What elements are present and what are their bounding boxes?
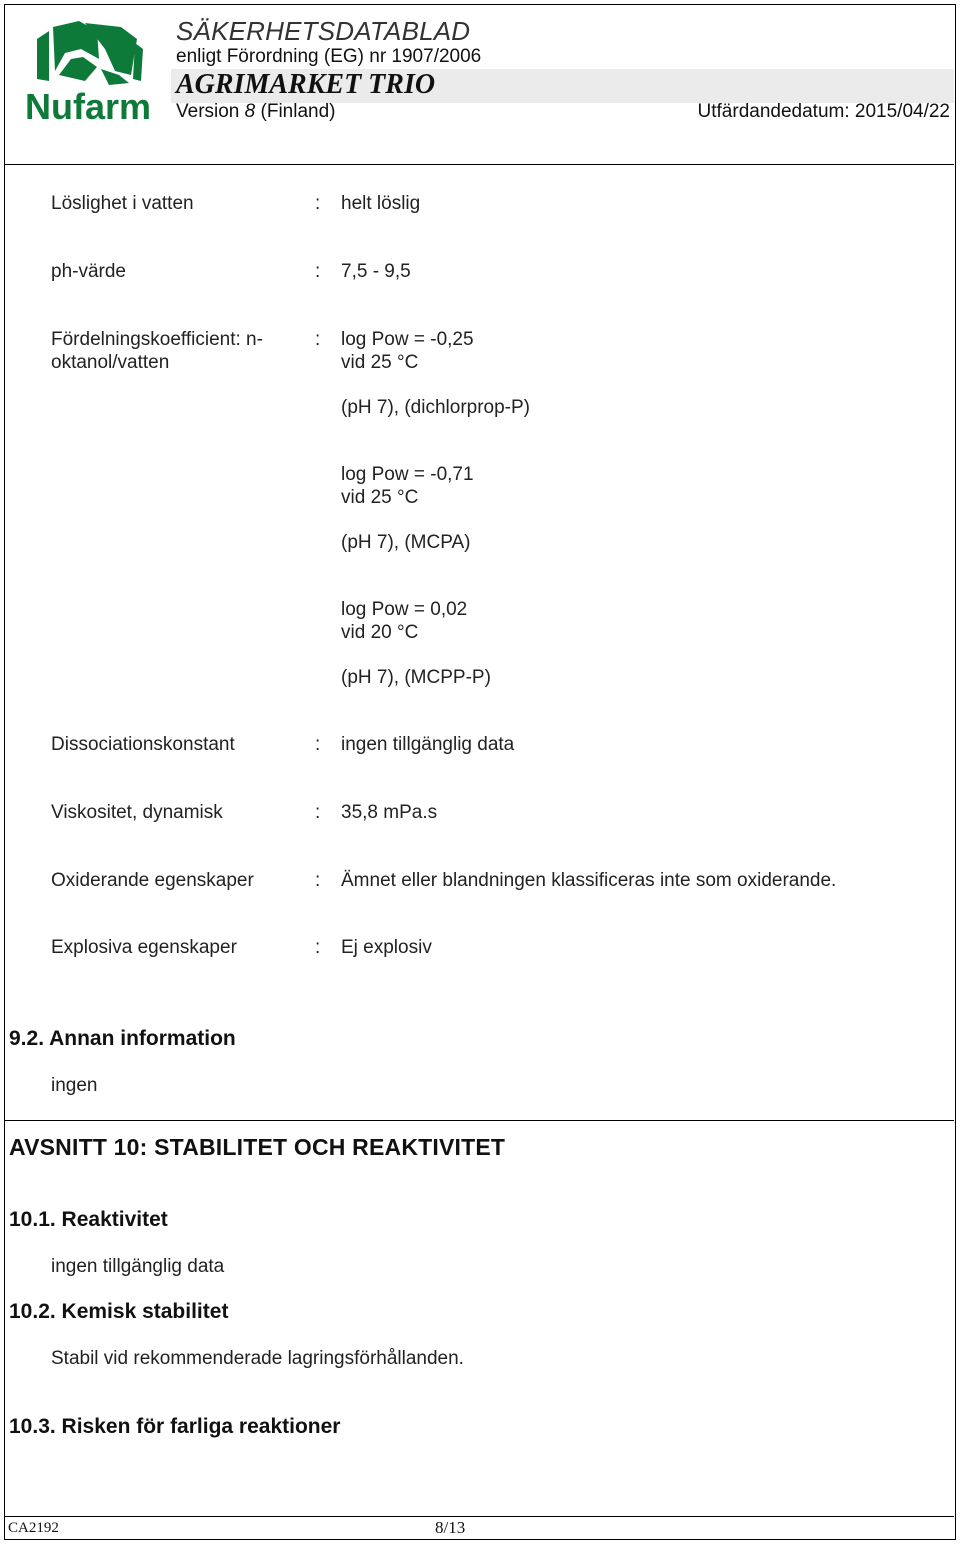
property-label-partition-2: oktanol/vatten — [51, 352, 170, 373]
property-colon: : — [315, 802, 321, 823]
property-value-solubility: helt löslig — [341, 193, 421, 214]
property-label-solubility: Löslighet i vatten — [51, 193, 194, 214]
other-info-heading: 9.2. Annan information — [9, 1027, 236, 1050]
property-value-explosive: Ej explosiv — [341, 937, 432, 958]
property-colon: : — [315, 734, 321, 755]
hazardous-reactions-heading: 10.3. Risken för farliga reaktioner — [9, 1415, 341, 1438]
footer-page-number: 8/13 — [435, 1518, 466, 1537]
partition-value-line: log Pow = -0,71 — [341, 464, 474, 485]
property-value-dissociation: ingen tillgänglig data — [341, 734, 515, 755]
version-line — [176, 101, 336, 123]
property-label-viscosity: Viskositet, dynamisk — [51, 802, 223, 823]
property-label-oxidizing: Oxiderande egenskaper — [51, 870, 254, 891]
partition-value-line: vid 25 °C — [341, 352, 419, 373]
version-number: 8 — [244, 101, 256, 122]
property-value-oxidizing: Ämnet eller blandningen klassificeras inte som oxiderande. — [341, 870, 837, 891]
footer-document-code: CA2192 — [8, 1520, 59, 1536]
partition-value-line: log Pow = -0,25 — [341, 329, 474, 350]
nufarm-logo — [25, 19, 153, 125]
property-value-viscosity: 35,8 mPa.s — [341, 802, 438, 823]
brand-wordmark: Nufarm — [25, 86, 152, 125]
partition-value-line: (pH 7), (MCPP-P) — [341, 667, 491, 688]
property-label-partition-1: Fördelningskoefficient: n- — [51, 329, 263, 350]
product-name: AGRIMARKET TRIO — [176, 69, 436, 100]
property-colon: : — [315, 193, 321, 214]
partition-value-line: vid 20 °C — [341, 622, 419, 643]
partition-value-line: (pH 7), (MCPA) — [341, 532, 471, 553]
version-country: (Finland) — [260, 101, 336, 122]
version-label: Version — [176, 101, 240, 122]
property-label-ph: ph-värde — [51, 261, 126, 282]
property-colon: : — [315, 261, 321, 282]
partition-value-line: log Pow = 0,02 — [341, 599, 468, 620]
issue-date: Utfärdandedatum: 2015/04/22 — [697, 101, 950, 122]
partition-value-line: (pH 7), (dichlorprop-P) — [341, 397, 530, 418]
property-colon: : — [315, 870, 321, 891]
stability-text: Stabil vid rekommenderade lagringsförhållanden. — [51, 1348, 464, 1369]
property-colon: : — [315, 937, 321, 958]
section-divider — [5, 1120, 954, 1121]
property-label-explosive: Explosiva egenskaper — [51, 937, 237, 958]
reactivity-heading: 10.1. Reaktivitet — [9, 1208, 168, 1231]
property-label-dissociation: Dissociationskonstant — [51, 734, 235, 755]
reactivity-text: ingen tillgänglig data — [51, 1256, 225, 1277]
document-page — [4, 4, 956, 1540]
document-header — [5, 5, 954, 165]
page-footer — [5, 1516, 954, 1538]
stability-heading: 10.2. Kemisk stabilitet — [9, 1300, 229, 1323]
regulation-reference: enligt Förordning (EG) nr 1907/2006 — [176, 46, 482, 67]
partition-value-line: vid 25 °C — [341, 487, 419, 508]
section-10-title: AVSNITT 10: STABILITET OCH REAKTIVITET — [9, 1134, 506, 1160]
property-value-ph: 7,5 - 9,5 — [341, 261, 411, 282]
property-colon: : — [315, 329, 321, 350]
other-info-text: ingen — [51, 1075, 98, 1096]
document-title: SÄKERHETSDATABLAD — [176, 16, 471, 46]
